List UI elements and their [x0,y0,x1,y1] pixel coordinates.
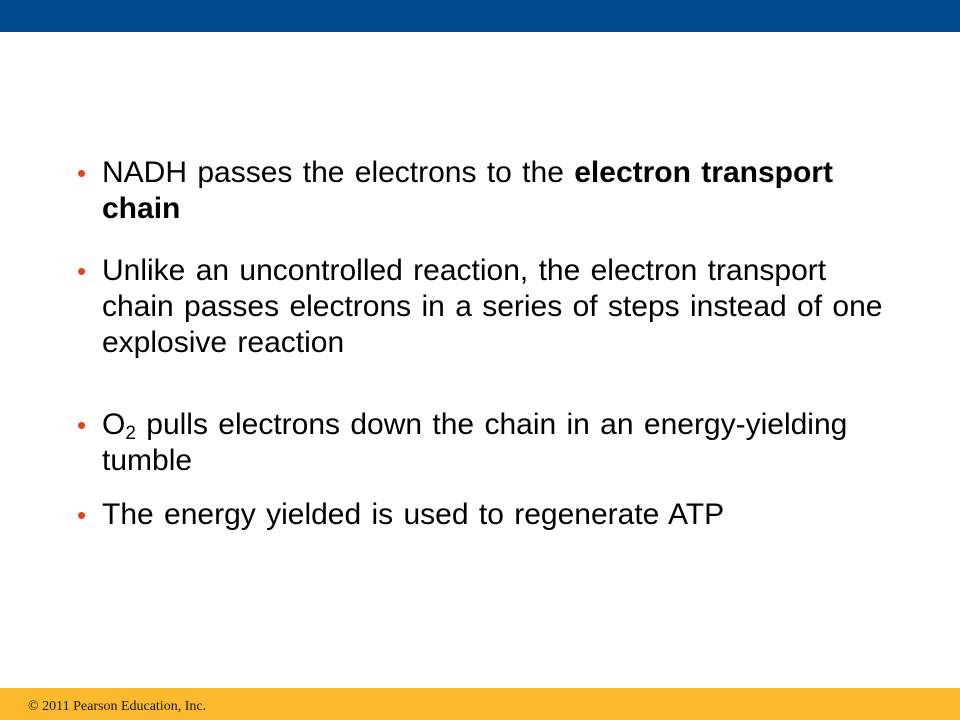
bullet-text: The energy yielded is used to regenerate ATP [102,498,725,531]
oxygen-subscript: 2 [125,423,136,444]
bullet-dot-icon: • [77,500,87,530]
bullet-text: NADH passes the electrons to the [102,156,575,189]
bullet-text: Unlike an uncontrolled reaction, the electron transport chain passes electrons in a series of steps instead of one explosive reaction [102,254,883,359]
bullet-dot-icon: • [77,410,87,440]
bullet-item [77,253,892,361]
bullet-text: pulls electrons down the chain in an energy-yielding tumble [102,408,848,477]
oxygen-symbol: O [102,408,126,441]
bullet-dot-icon: • [77,158,87,188]
copyright-text: © 2011 Pearson Education, Inc. [28,699,207,714]
bullet-dot-icon: • [77,256,87,286]
bullet-bold-term: electron transport chain [102,156,833,225]
bullet-item [77,497,892,533]
bullet-formula [102,408,136,444]
bullet-item [77,407,892,479]
bullet-item [77,155,892,227]
